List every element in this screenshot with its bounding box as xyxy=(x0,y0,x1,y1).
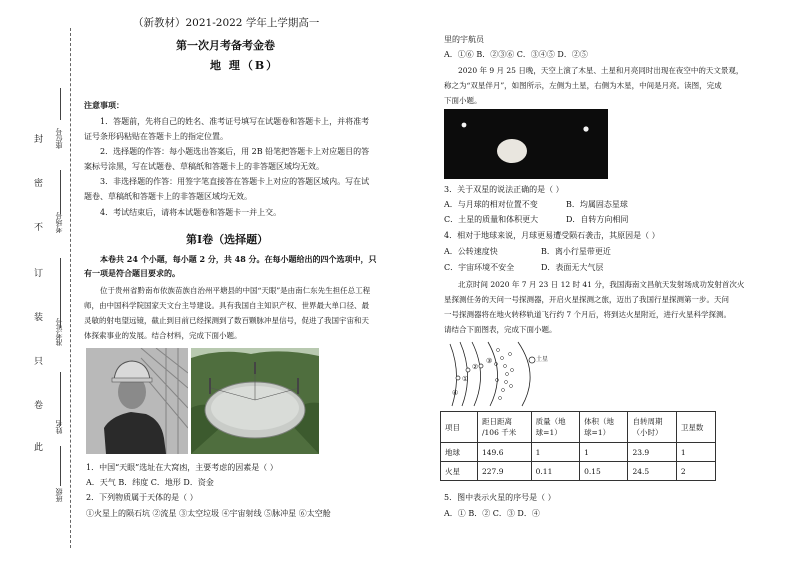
section-instructions: 本卷共 24 个小题，每小题 2 分，共 48 分。在每小题给出的四个选项中，只 xyxy=(100,254,377,264)
table-header-cell: 卫星数 xyxy=(676,412,715,443)
question-1-options: A．天气 B．纬度 C．地形 D．资金 xyxy=(86,478,214,487)
exam-room-label: 考场号 xyxy=(55,212,63,233)
passage-line: 师，由中国科学院国家天文台主导建设。具有我国自主知识产权、世界最大单口径、最 xyxy=(84,301,369,310)
passage-line: 体探索事业的发展。结合材料，完成下面小题。 xyxy=(84,331,242,340)
question-3: 3．关于双星的说法正确的是（ ） xyxy=(444,185,564,194)
table-row xyxy=(441,462,716,481)
name-label: 姓名 xyxy=(55,420,63,434)
binding-char-paper: 卷 xyxy=(34,401,44,411)
note-line: 题卷、草稿纸和答题卡上的非答题区域均无效。 xyxy=(84,192,252,201)
passage2-line: 下面小题。 xyxy=(444,96,482,105)
note-line: 案标号涂黑，写在试题卷、草稿纸和答题卡上的非答题区域均无效。 xyxy=(84,162,324,171)
binding-char-not: 不 xyxy=(34,223,44,233)
table-cell: 227.9 xyxy=(478,462,532,481)
diagram-label-4: ④ xyxy=(452,389,459,397)
table-row xyxy=(441,443,716,462)
question-1: 1．中国“天眼”选址在大窝凼，主要考虑的因素是（ ） xyxy=(86,463,278,472)
question-4: 4．相对于地球来说，月球更易遭受陨石袭击，其原因是（ ） xyxy=(444,231,660,240)
question-3-option-c: C．土星的质量和体积更大 xyxy=(444,215,539,224)
diagram-label-3: ③ xyxy=(486,357,493,365)
question-5-options: A．① B．② C．③ D．④ xyxy=(444,509,540,518)
note-line: 1．答题前，先将自己的姓名、准考证号填写在试题卷和答题卡上，并将准考 xyxy=(100,117,370,126)
table-cell: 24.5 xyxy=(628,462,676,481)
question-4-option-b: B．离小行星带更近 xyxy=(541,247,611,256)
binding-char-pack: 装 xyxy=(34,313,44,323)
question-2-options: ①火星上的陨石坑 ②流星 ③太空垃圾 ④宇宙射线 ⑤脉冲星 ⑥太空舱 xyxy=(86,509,331,518)
binding-char-bind: 订 xyxy=(34,269,44,279)
table-header-cell: 自转周期 （小时） xyxy=(628,412,676,443)
passage-line: 位于贵州省黔南布依族苗族自治州平塘县的中国“天眼”是由南仁东先生担任总工程 xyxy=(100,286,371,295)
binding-char-secret: 密 xyxy=(34,179,44,189)
passage2-line: 称之为“双星伴月”，如图所示，左侧为土星，右侧为木星，中间是月亮。读图，完成 xyxy=(444,81,722,90)
table-header-cell: 质量（地 球=1） xyxy=(531,412,579,443)
table-cell: 地球 xyxy=(441,443,478,462)
ticket-number-label: 准考证号 xyxy=(55,318,63,346)
table-header-cell: 距日距离 /106 千米 xyxy=(478,412,532,443)
passage2-line: 2020 年 9 月 25 日晚，天空上演了木星、土星和月亮同时出现在夜空中的天文景观， xyxy=(458,66,744,75)
passage3-line: 北京时间 2020 年 7 月 23 日 12 时 41 分，我国海南文昌航天发射场成功发射首次火 xyxy=(458,280,745,289)
note-line: 2．选择题的作答：每小题选出答案后，用 2B 铅笔把答题卡上对应题目的答 xyxy=(100,147,370,156)
table-cell: 1 xyxy=(580,443,628,462)
passage3-line: 一号探测器将在地火转移轨道飞行约 7 个月后，将到达火星附近，进行火星科学探测。 xyxy=(444,310,732,319)
binding-char-this: 此 xyxy=(34,443,44,453)
passage3-line: 星探测任务的天问一号探测器，开启火星探测之旅，迈出了我国行星探测第一步。天问 xyxy=(444,295,729,304)
note-line: 4．考试结束后，请将本试题卷和答题卡一并上交。 xyxy=(100,208,282,217)
table-cell: 2 xyxy=(676,462,715,481)
solar-system-diagram xyxy=(448,340,558,408)
table-cell: 0.15 xyxy=(580,462,628,481)
table-header-cell: 体积（地 球=1） xyxy=(580,412,628,443)
section-title: 第Ⅰ卷（选择题） xyxy=(186,233,269,246)
question-5: 5．图中表示火星的序号是（ ） xyxy=(444,493,556,502)
photo-engineer xyxy=(86,348,188,454)
diagram-label-2: ② xyxy=(472,363,479,371)
exam-subject: 地 理（B） xyxy=(210,59,280,72)
note-line: 3．非选择题的作答：用签字笔直接答在答题卡上对应的答题区域内。写在试 xyxy=(100,177,370,186)
exam-subtitle: 第一次月考备考金卷 xyxy=(176,39,275,52)
question-4-option-c: C．宇宙环境不安全 xyxy=(444,263,515,272)
table-header-cell: 项目 xyxy=(441,412,478,443)
seat-number-label: 座位号 xyxy=(55,128,63,149)
exam-title: （新教材）2021-2022 学年上学期高一 xyxy=(133,17,320,29)
question-2-tail: 里的宇航员 xyxy=(444,35,484,44)
binding-dashed-line xyxy=(70,28,71,548)
notes-heading: 注意事项： xyxy=(84,100,124,110)
table-cell: 0.11 xyxy=(531,462,579,481)
section-instructions: 有一项是符合题目要求的。 xyxy=(84,268,180,278)
binding-char-only: 只 xyxy=(34,357,44,367)
table-cell: 149.6 xyxy=(478,443,532,462)
question-3-option-a: A．与月球的相对位置不变 xyxy=(444,200,538,209)
photo-fast-telescope xyxy=(191,348,319,454)
question-4-option-a: A．公转速度快 xyxy=(444,247,498,256)
question-3-option-d: D．自转方向相同 xyxy=(566,215,629,224)
table-cell: 火星 xyxy=(441,462,478,481)
table-header-row xyxy=(441,412,716,443)
passage3-line: 请结合下面图表，完成下面小题。 xyxy=(444,325,557,334)
table-cell: 23.9 xyxy=(628,443,676,462)
class-label: 班级 xyxy=(55,488,63,502)
passage-line: 灵敏的射电望远镜，截止到目前已经探测到了数百颗脉冲星信号，促进了我国宇宙和天 xyxy=(84,316,369,325)
note-line: 证号条形码粘贴在答题卡上的指定位置。 xyxy=(84,132,228,141)
planet-data-table xyxy=(440,411,716,481)
table-cell: 1 xyxy=(531,443,579,462)
question-4-option-d: D．表面无大气层 xyxy=(541,263,604,272)
binding-lines xyxy=(60,88,61,508)
question-2-options-2: A．①⑥ B．②③⑥ C．③④⑤ D．②⑤ xyxy=(444,50,588,59)
table-cell: 1 xyxy=(676,443,715,462)
diagram-label-1: ① xyxy=(462,375,469,383)
photo-double-star-moon xyxy=(444,109,608,179)
question-3-option-b: B．均属固态星球 xyxy=(566,200,628,209)
question-2: 2．下列物质属于天体的是（ ） xyxy=(86,493,198,502)
binding-char-seal: 封 xyxy=(34,135,44,145)
diagram-label-saturn: 土星 xyxy=(536,356,549,363)
